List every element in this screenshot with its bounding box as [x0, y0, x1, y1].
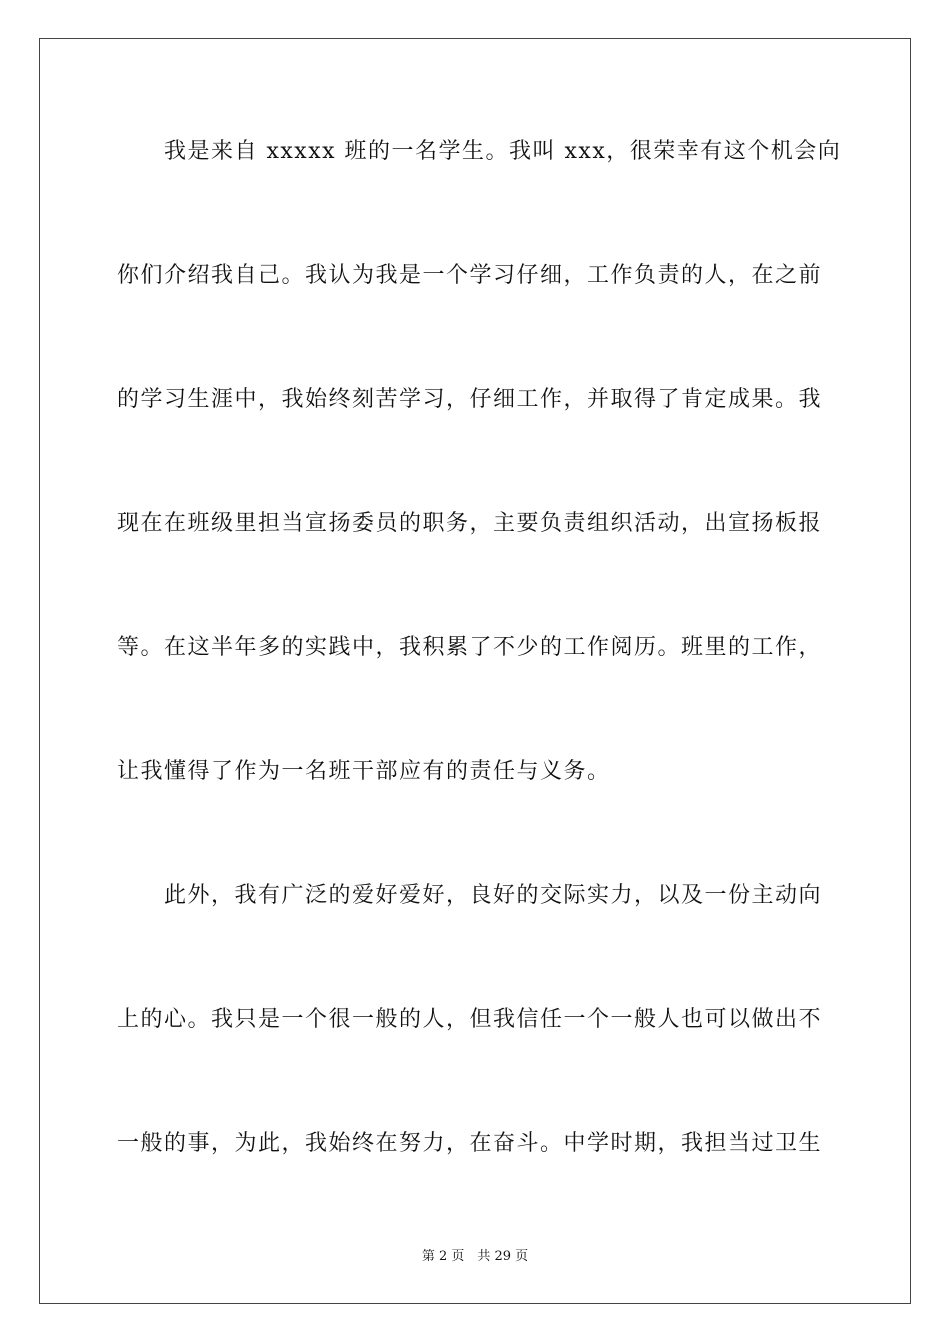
- paragraph-line: 等。在这半年多的实践中，我积累了不少的工作阅历。班里的工作，: [117, 635, 823, 660]
- page-number-label: 第 2 页 共 29 页: [421, 1249, 529, 1264]
- paragraph-line: 现在在班级里担当宣扬委员的职务，主要负责组织活动，出宣扬板报: [117, 511, 823, 536]
- page-number-footer: [0, 1248, 950, 1266]
- page-frame: [39, 38, 911, 1304]
- paragraph-line: 让我懂得了作为一名班干部应有的责任与义务。: [117, 759, 611, 784]
- paragraph-line: 一般的事，为此，我始终在努力，在奋斗。中学时期，我担当过卫生: [117, 1131, 823, 1156]
- paragraph-line: 我是来自 xxxxx 班的一名学生。我叫 xxx，很荣幸有这个机会向: [117, 139, 842, 164]
- paragraph-line: 的学习生涯中，我始终刻苦学习，仔细工作，并取得了肯定成果。我: [117, 387, 823, 412]
- paragraph-line: 你们介绍我自己。我认为我是一个学习仔细，工作负责的人，在之前: [117, 263, 823, 288]
- paragraph-line: 此外，我有广泛的爱好爱好，良好的交际实力，以及一份主动向: [117, 883, 823, 908]
- paragraph-line: 上的心。我只是一个很一般的人，但我信任一个一般人也可以做出不: [117, 1007, 823, 1032]
